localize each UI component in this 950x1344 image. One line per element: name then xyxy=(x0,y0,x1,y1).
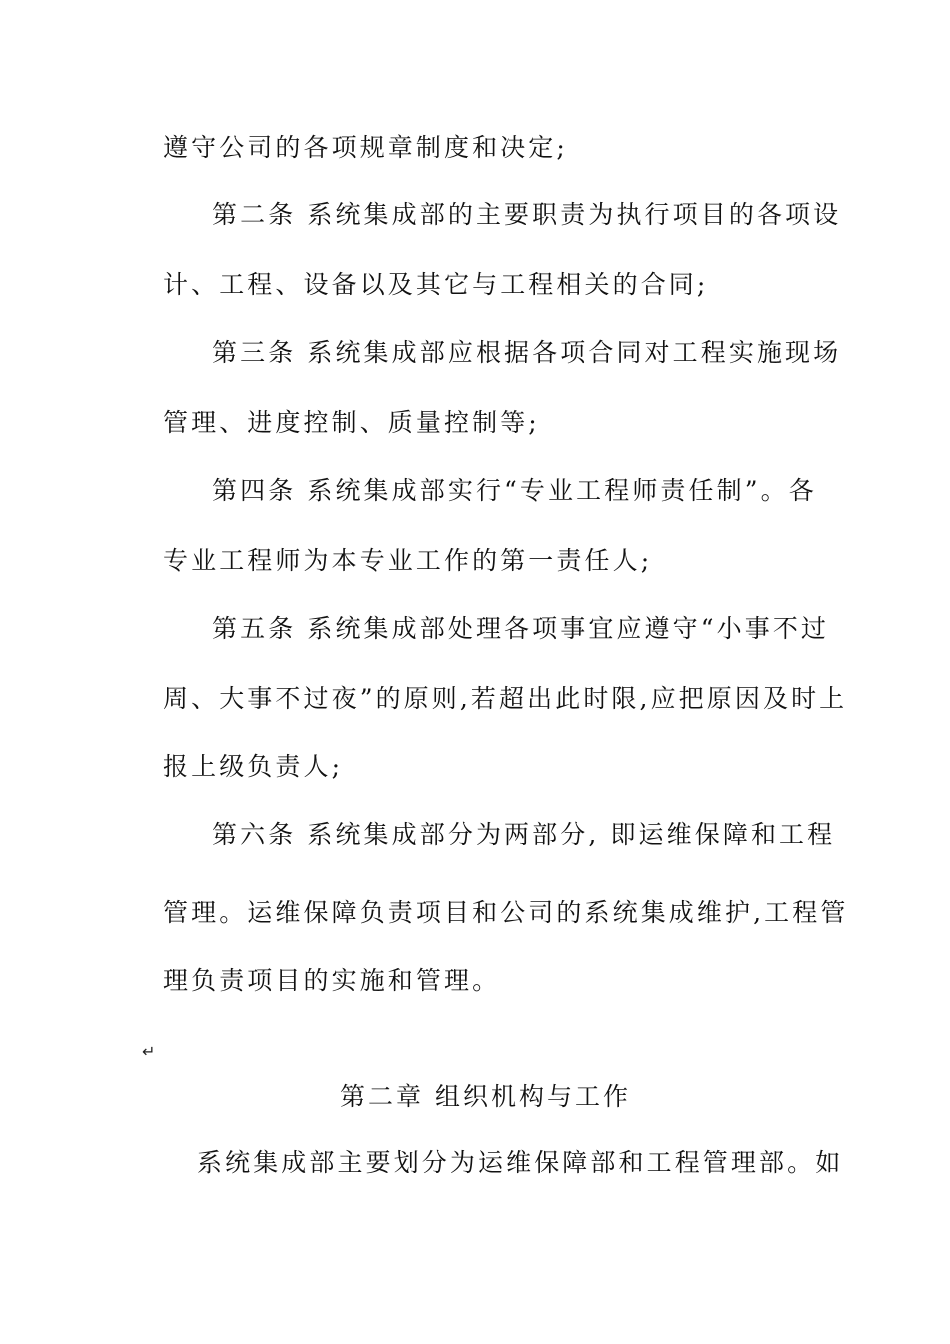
paragraph-mark-icon: ↵ xyxy=(142,1042,156,1061)
article-3-line: 第三条 系统集成部应根据各项合同对工程实施现场 xyxy=(212,338,842,367)
text-line: 管理、进度控制、质量控制等; xyxy=(163,408,540,437)
article-4-line: 第四条 系统集成部实行“专业工程师责任制”。各 xyxy=(212,476,817,505)
text-line: 理负责项目的实施和管理。 xyxy=(163,966,501,995)
article-2-line: 第二条 系统集成部的主要职责为执行项目的各项设 xyxy=(212,200,842,229)
article-5-line: 第五条 系统集成部处理各项事宜应遵守“小事不过 xyxy=(212,614,830,643)
text-line: 管理。运维保障负责项目和公司的系统集成维护,工程管 xyxy=(163,898,849,927)
chapter-intro-line: 系统集成部主要划分为运维保障部和工程管理部。如 xyxy=(197,1148,844,1177)
text-line: 周、大事不过夜”的原则,若超出此时限,应把原因及时上 xyxy=(163,684,848,713)
text-line: 专业工程师为本专业工作的第一责任人; xyxy=(163,546,653,575)
chapter-heading: 第二章 组织机构与工作 xyxy=(340,1082,631,1111)
article-6-line: 第六条 系统集成部分为两部分, 即运维保障和工程 xyxy=(212,820,836,849)
text-line: 报上级负责人; xyxy=(163,752,344,781)
text-line: 遵守公司的各项规章制度和决定; xyxy=(163,133,568,162)
text-line: 计、工程、设备以及其它与工程相关的合同; xyxy=(163,270,709,299)
